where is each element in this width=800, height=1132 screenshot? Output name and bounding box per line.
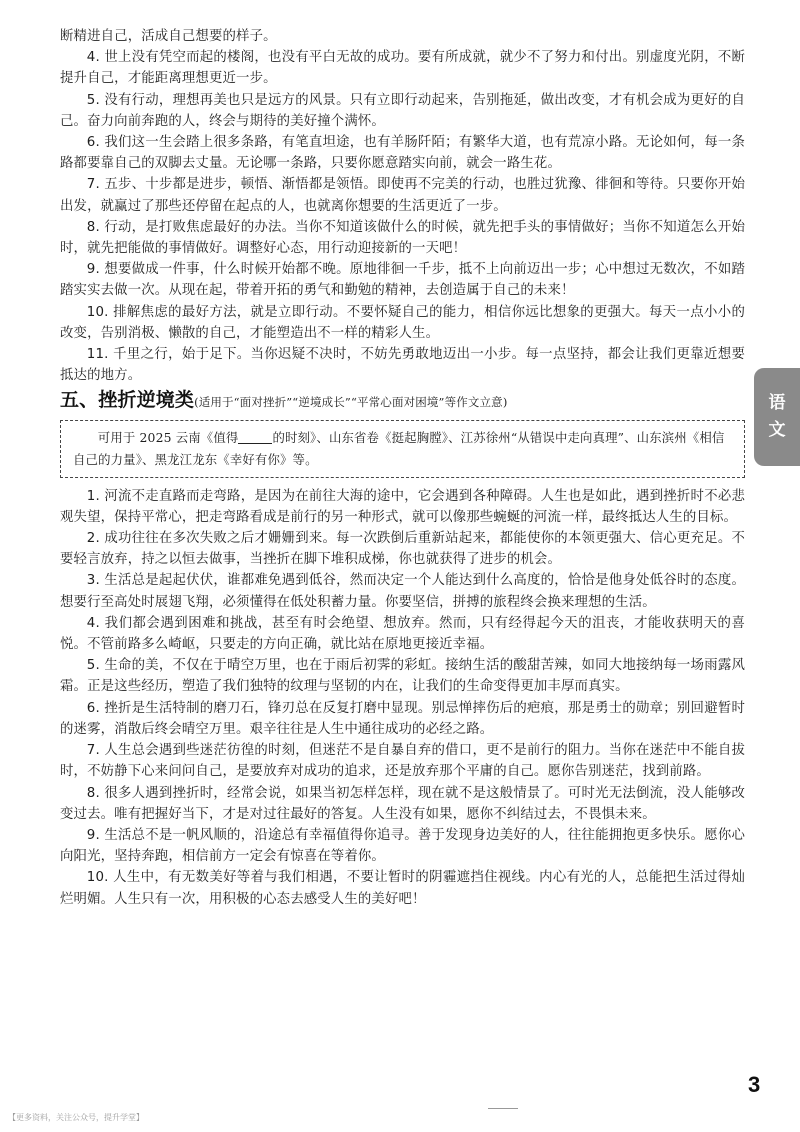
continued-paragraph: 断精进自己，活成自己想要的样子。 (60, 29, 277, 44)
paragraph-a5: 5. 没有行动，理想再美也只是远方的风景。只有立即行动起来，告别拖延，做出改变，才有机会成为更好的自己。奋力向前奔跑的人，终会与期待的美好撞个满怀。 (60, 92, 745, 129)
paragraph-a9: 9. 想要做成一件事，什么时候开始都不晚。原地徘徊一千步，抵不上向前迈出一步；心中想过无数次，不如踏踏实实去做一次。从现在起，带着开拓的勇气和勤勉的精神，去创造属于自己的未来！ (60, 262, 745, 299)
paragraph-a8: 8. 行动，是打败焦虑最好的办法。当你不知道该做什么的时候，就先把手头的事情做好；当你不知道怎么开始时，就先把能做的事情做好。调整好心态，用行动迎接新的一天吧！ (60, 219, 745, 257)
subject-tab-char-1: 语 (768, 393, 786, 413)
source-text-1: 可用于 2025 云南《值得 (97, 429, 239, 445)
paragraph-a4: 4. 世上没有凭空而起的楼阁，也没有平白无故的成功。要有所成就，就少不了努力和付出。别虚度光阴，不断提升自己，才能距离理想更近一步。 (60, 50, 745, 87)
paragraph-a10: 10. 排解焦虑的最好方法，就是立即行动。不要怀疑自己的能力，相信你远比想象的更强大。每天一点小小的改变，告别消极、懒散的自己，才能塑造出不一样的精彩人生。 (60, 304, 745, 341)
paragraph-b1: 1. 河流不走直路而走弯路，是因为在前往大海的途中，它会遇到各种障碍。人生也是如此，遇到挫折时不必悲观失望，保持平常心，把走弯路看成是前行的另一种形式，就可以像那些蜿蜒的河流一样，最终抵达人生的目标。 (60, 488, 745, 525)
section-heading (60, 390, 745, 413)
paragraph-a11: 11. 千里之行，始于足下。当你迟疑不决时，不妨先勇敢地迈出一小步。每一点坚持，都会让我们更靠近想要抵达的地方。 (60, 347, 745, 384)
paragraph-b7: 7. 人生总会遇到些迷茫彷徨的时刻，但迷茫不是自暴自弃的借口，更不是前行的阻力。当你在迷茫中不能自拔时，不妨静下心来问问自己，是要放弃对成功的追求，还是放弃那个平庸的自己。愿你告别迷茫，找到前路。 (60, 743, 745, 780)
page-content (60, 26, 745, 910)
source-box (60, 420, 745, 478)
subject-tab (754, 368, 800, 466)
paragraph-b9: 9. 生活总不是一帆风顺的，沿途总有幸福值得你追寻。善于发现身边美好的人，往往能拥抱更多快乐。愿你心向阳光，坚持奔跑，相信前方一定会有惊喜在等着你。 (60, 827, 745, 865)
subject-tab-char-2: 文 (768, 420, 786, 440)
page-number: 3 (748, 1072, 761, 1097)
paragraph-b4: 4. 我们都会遇到困难和挑战，甚至有时会绝望、想放弃。然而，只有经得起今天的沮丧，才能收获明天的喜悦。不管前路多么崎岖，只要走的方向正确，就比站在原地更接近幸福。 (60, 615, 745, 653)
paragraph-b3: 3. 生活总是起起伏伏，谁都难免遇到低谷，然而决定一个人能达到什么高度的，恰恰是他身处低谷时的态度。想要行至高处时展翅飞翔，必须懂得在低处积蓄力量。你要坚信，拼搏的旅程终会换来理想的生活。 (60, 573, 745, 610)
paragraph-b5: 5. 生命的美，不仅在于晴空万里，也在于雨后初霁的彩虹。接纳生活的酸甜苦辣，如同大地接纳每一场雨露风霜。正是这些经历，塑造了我们独特的纹理与坚韧的内在，让我们的生命变得更加丰厚而真实。 (60, 658, 745, 695)
paragraph-a6: 6. 我们这一生会踏上很多条路，有笔直坦途，也有羊肠阡陌；有繁华大道，也有荒凉小路。无论如何，每一条路都要靠自己的双脚去丈量。无论哪一条路，只要你愿意踏实向前，就会一路生花。 (60, 135, 745, 172)
source-text-2: 的时刻》、山东省卷《挺起胸膛》、江苏徐州“从错误中走向真理”、山东滨州《相信自己的力量》、黑龙江龙东《幸好有你》等。 (73, 429, 725, 467)
paragraph-b8: 8. 很多人遇到挫折时，经常会说，如果当初怎样怎样，现在就不是这般情景了。可时光无法倒流，没人能够改变过去。唯有把握好当下，才是对过往最好的答复。人生没有如果，愿你不纠结过去，不畏惧未来。 (60, 785, 745, 822)
section-note: (适用于“面对挫折”“逆境成长”“平常心面对困境”等作文立意) (194, 395, 508, 410)
footer-note: 【更多资料，关注公众号，提升学堂】 (8, 1113, 144, 1122)
paragraph-b6: 6. 挫折是生活特制的磨刀石，锋刃总在反复打磨中显现。别忌惮摔伤后的疤痕，那是勇士的勋章；别回避暂时的迷雾，消散后终会晴空万里。艰辛往往是人生中通往成功的必经之路。 (60, 700, 745, 737)
paragraph-a7: 7. 五步、十步都是进步，顿悟、渐悟都是领悟。即使再不完美的行动，也胜过犹豫、徘徊和等待。只要你开始出发，就赢过了那些还停留在起点的人，也就离你想要的生活更近了一步。 (60, 177, 745, 214)
footer-divider (488, 1108, 518, 1109)
paragraph-b10: 10. 人生中，有无数美好等着与我们相遇，不要让暂时的阴霾遮挡住视线。内心有光的人，总能把生活过得灿烂明媚。人生只有一次，用积极的心态去感受人生的美好吧！ (60, 870, 745, 907)
paragraph-b2: 2. 成功往往在多次失败之后才姗姗到来。每一次跌倒后重新站起来，都能使你的本领更强大、信心更充足。不要轻言放弃，持之以恒去做事，当挫折在脚下堆积成梯，你也就获得了进步的机会。 (60, 531, 745, 568)
fill-blank (238, 431, 272, 444)
section-title: 五、挫折逆境类 (60, 389, 195, 412)
